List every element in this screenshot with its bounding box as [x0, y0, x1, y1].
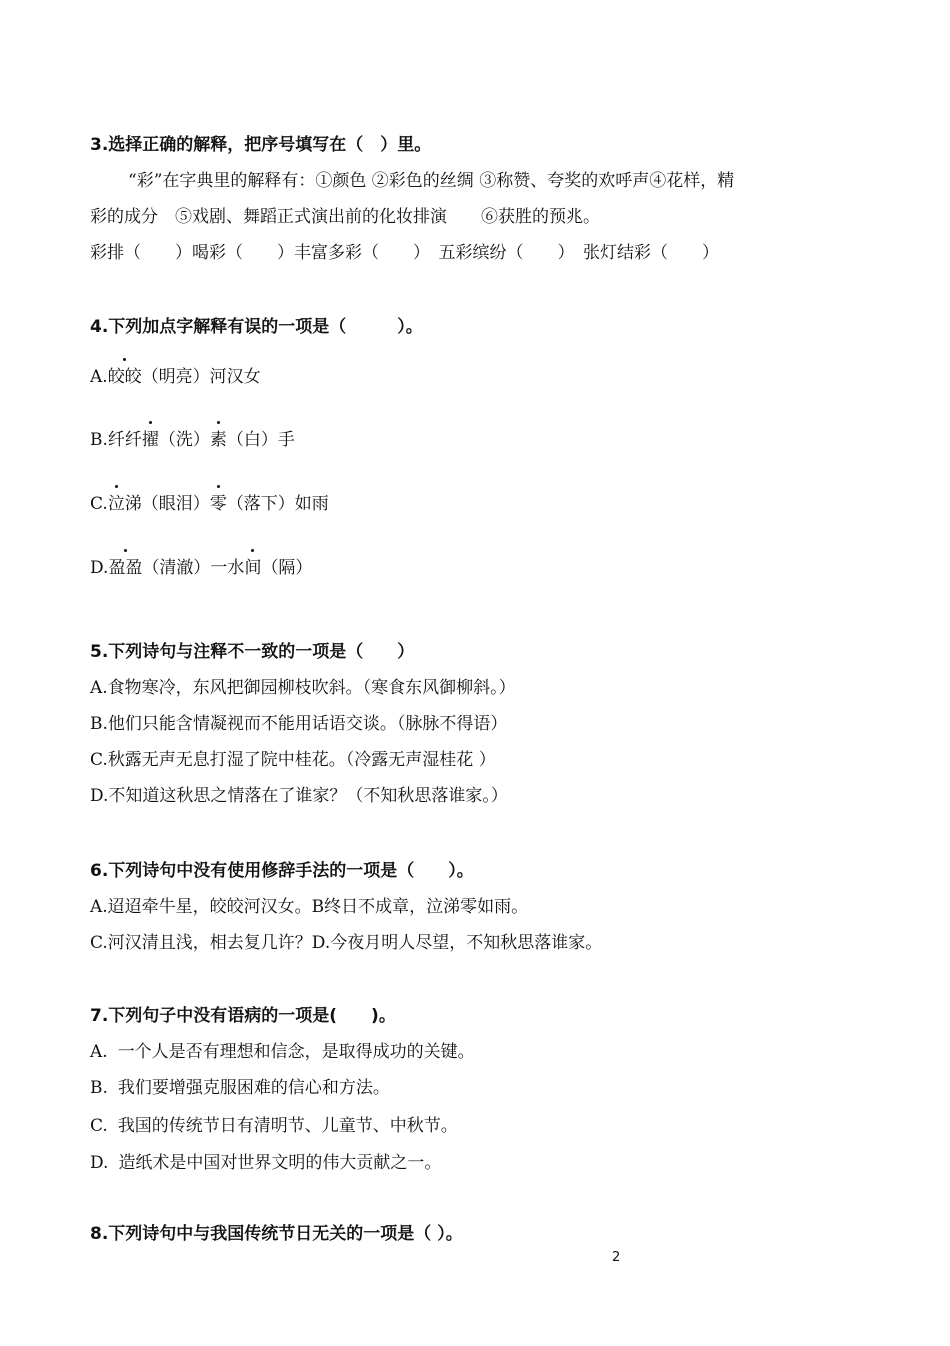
q3-definitions-line2: 彩的成分 ⑤戏剧、舞蹈正式演出前的化妆排演 ⑥获胜的预兆。: [90, 207, 600, 227]
q3-title: 3.选择正确的解释，把序号填写在（ ）里。: [90, 135, 432, 155]
q4-a-dotted: 皎皎: [107, 367, 142, 387]
q7-c-label: C.: [90, 1116, 108, 1136]
q6-options-cd: C.河汉清且浅，相去复几许？D.今夜月明人尽望，不知秋思落谁家。: [90, 933, 603, 953]
q8-title: 8.下列诗句中与我国传统节日无关的一项是（ ）。: [90, 1224, 463, 1244]
q4-a-rest: （明亮）河汉女: [141, 367, 261, 387]
q4-option-b: [90, 429, 295, 451]
q7-d-label: D.: [90, 1153, 109, 1173]
q7-d-text: 造纸术是中国对世界文明的伟大贡献之一。: [118, 1153, 442, 1173]
q4-b-dotted2: 素: [209, 430, 227, 450]
q4-b-mid: （洗）: [158, 430, 210, 450]
q5-title: 5.下列诗句与注释不一致的一项是（ ）: [90, 642, 415, 662]
q5-option-c: C.秋露无声无息打湿了院中桂花。（冷露无声湿桂花 ）: [90, 750, 496, 770]
q7-title: 7.下列句子中没有语病的一项是( )。: [90, 1006, 396, 1026]
q7-option-d: [90, 1152, 441, 1174]
q4-d-dotted2: 间: [244, 558, 262, 578]
q4-c-rest: （落下）如雨: [226, 494, 329, 514]
q7-c-text: 我国的传统节日有清明节、儿童节、中秋节。: [117, 1116, 458, 1136]
q4-c-prefix: C.: [90, 494, 108, 514]
q7-a-text: 一个人是否有理想和信念，是取得成功的关键。: [117, 1042, 475, 1062]
q3-definitions-line1: “彩”在字典里的解释有：①颜色 ②彩色的丝绸 ③称赞、夸奖的欢呼声④花样，精: [128, 171, 735, 191]
q5-option-a: A.食物寒冷，东风把御园柳枝吹斜。（寒食东风御柳斜。）: [90, 678, 516, 698]
q6-title: 6.下列诗句中没有使用修辞手法的一项是（ ）。: [90, 861, 474, 881]
q4-a-prefix: A.: [90, 367, 108, 387]
q4-option-a: [90, 366, 261, 388]
q7-a-label: A.: [90, 1042, 108, 1062]
q5-option-b: B.他们只能含情凝视而不能用话语交谈。（脉脉不得语）: [90, 714, 508, 734]
q4-d-mid: （清澈）一水: [142, 558, 245, 578]
q4-b-prefix: B.纤纤: [90, 430, 142, 450]
q4-d-prefix: D.: [90, 558, 109, 578]
q4-b-dotted1: 擢: [141, 430, 159, 450]
q4-option-d: [90, 557, 312, 579]
q4-a-dotted-word: [108, 367, 142, 387]
q7-b-text: 我们要增强克服困难的信心和方法。: [117, 1078, 390, 1098]
q4-title: 4.下列加点字解释有误的一项是（ ）。: [90, 317, 423, 337]
q4-c-dotted1: 泣: [107, 494, 125, 514]
q5-option-d: D.不知道这秋思之情落在了谁家？（不知秋思落谁家。）: [90, 786, 508, 806]
q4-d-dotted1: 盈盈: [108, 558, 143, 578]
q3-answer-blanks: 彩排（ ）喝彩（ ）丰富多彩（ ） 五彩缤纷（ ） 张灯结彩（ ）: [90, 243, 719, 263]
page-number: 2: [612, 1250, 621, 1265]
q7-option-c: [90, 1115, 458, 1137]
q6-options-ab: A.迢迢牵牛星，皎皎河汉女。B终日不成章，泣涕零如雨。: [90, 897, 529, 917]
q4-c-mid: 涕（眼泪）: [124, 494, 210, 514]
q4-c-dotted2: 零: [209, 494, 227, 514]
q7-b-label: B.: [90, 1078, 108, 1098]
q7-option-a: [90, 1041, 475, 1063]
q4-option-c: [90, 493, 329, 515]
q4-b-rest: （白）手: [226, 430, 295, 450]
q7-option-b: [90, 1077, 390, 1099]
q4-d-rest: （隔）: [261, 558, 313, 578]
